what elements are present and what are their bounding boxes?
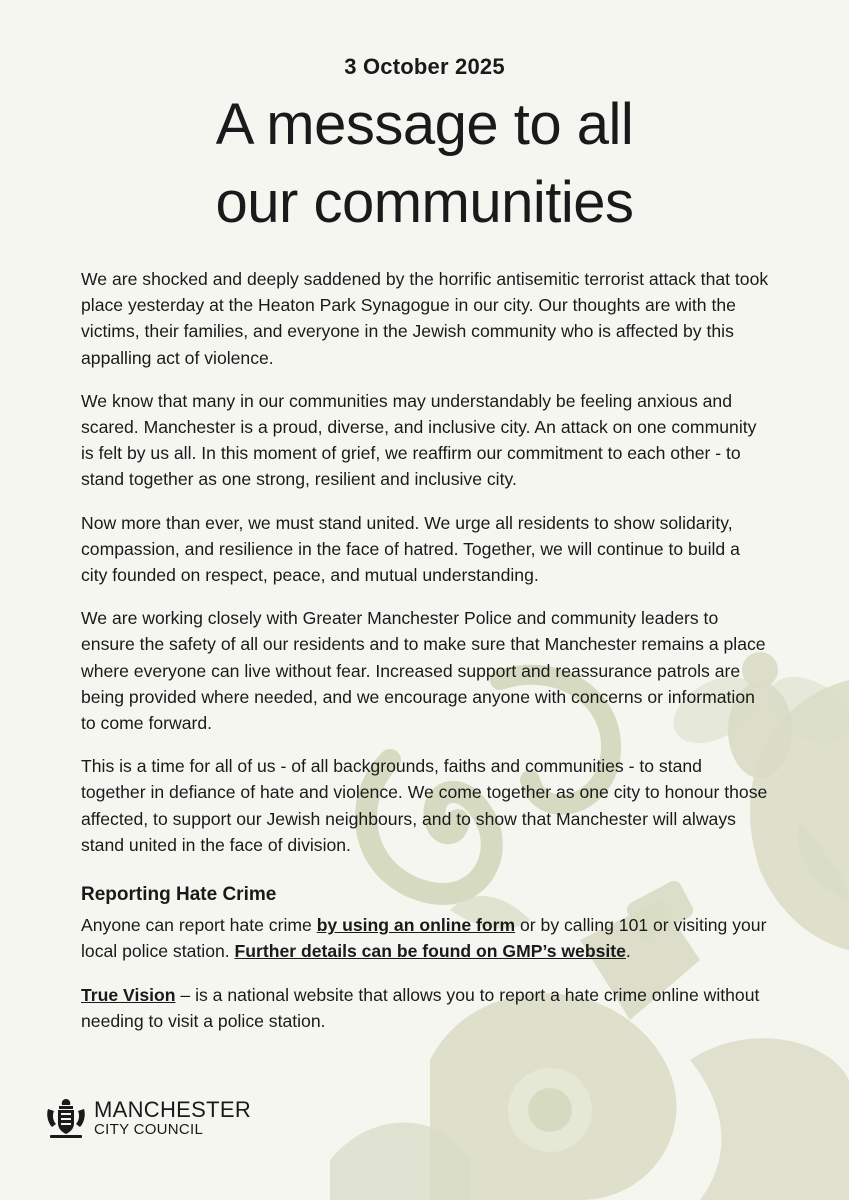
title-line-1: A message to all <box>215 92 634 157</box>
reporting-text-2: or by calling 101 or visiting your local police station. <box>81 915 767 962</box>
logo-text-manchester: MANCHESTER <box>94 1097 252 1122</box>
reporting-heading: Reporting Hate Crime <box>81 884 277 906</box>
coat-of-arms-icon <box>44 1097 88 1141</box>
true-vision-text: – is a national website that allows you to report a hate crime online without needing to visit a police station. <box>81 984 760 1031</box>
paragraph-5: This is a time for all of us - of all backgrounds, faiths and communities - to stand together in defiance of hate and violence. We come together as one city to honour those affected, to support our Jewish neighbours, and to show that Manchester will always stand united in the face of division. <box>81 756 768 855</box>
reporting-paragraph <box>81 912 771 964</box>
logo-text-city-council: CITY COUNCIL <box>94 1121 204 1138</box>
message-body <box>81 266 771 1051</box>
manchester-city-council-logo <box>44 1097 304 1145</box>
paragraph-2: We know that many in our communities may understandably be feeling anxious and scared. Manchester is a proud, diverse, and inclusive city. An attack on one community is felt by us all. In this moment of grief, we reaffirm our commitment to each other - to stand together as one strong, resilient and inclusive city. <box>81 390 757 490</box>
paragraph-1: We are shocked and deeply saddened by the horrific antisemitic terrorist attack that took place yesterday at the Heaton Park Synagogue in our city. Our thoughts are with the victims, their families, and everyone in the Jewish community who is affected by this appalling act of violence. <box>81 269 769 368</box>
true-vision-link[interactable]: True Vision <box>81 984 176 1005</box>
paragraph-4: We are working closely with Greater Manchester Police and community leaders to ensure the safety of all our residents and to make sure that Manchester remains a place where everyone can live without fear. Increased support and reassurance patrols are being provided where needed, and we encourage anyone with concerns or information to come forward. <box>81 608 766 734</box>
gmp-website-link[interactable]: Further details can be found on GMP’s website <box>234 941 626 962</box>
title-line-2: our communities <box>215 170 634 235</box>
reporting-text-1: Anyone can report hate crime <box>81 915 317 936</box>
reporting-text-3: . <box>625 941 631 962</box>
document-date: 3 October 2025 <box>344 54 505 79</box>
paragraph-3: Now more than ever, we must stand united. We urge all residents to show solidarity, compassion, and resilience in the face of hatred. Together, we will continue to build a city founded on respect, peace, and mutual understanding. <box>81 512 740 586</box>
page-title <box>100 86 749 242</box>
online-form-link[interactable]: by using an online form <box>316 915 516 936</box>
true-vision-paragraph <box>81 982 771 1034</box>
